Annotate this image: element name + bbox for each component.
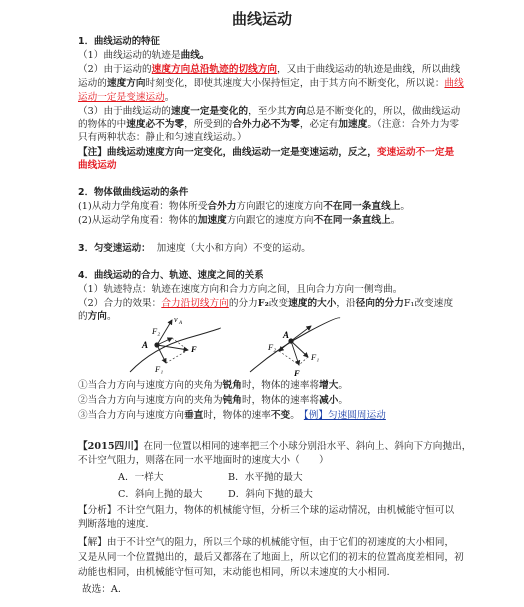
example-question-line1: 【2015四川】在同一位置以相同的速率把三个小球分别沿水平、斜向上、斜向下方向抛出， xyxy=(78,441,472,452)
analysis-line1: 【分析】不计空气阻力，物体的机械能守恒，分析三个球的运动情况，由机械能守恒可以 xyxy=(78,505,455,516)
s1-p1: （1）曲线运动的轨迹是曲线。 xyxy=(78,50,210,61)
s4-p2-line2: 的方向。 xyxy=(78,311,117,322)
s2-p2: (2)从运动学角度看：物体的加速度方向跟它的速度方向不在同一条直线上。 xyxy=(78,215,401,226)
label-a-right: A xyxy=(283,330,290,340)
velocity-arrow-right xyxy=(291,326,311,341)
solution-line1: 【解】由于不计空气的阻力，所以三个球的机械能守恒，由于它们的初速度的大小相同， xyxy=(78,537,455,548)
label-f2-right: F₂ xyxy=(268,342,277,352)
s1-p2-line2: 运动的速度方向时刻变化，即使其速度大小保持恒定，由于其方向不断变化，所以说：曲线 xyxy=(78,78,464,89)
label-a-left: A xyxy=(142,340,149,350)
solution-line3: 动能也相同，由机械能守恒可知，末动能也相同，所以末速度的大小相同． xyxy=(78,567,397,578)
s2-p1: (1)从动力学角度看：物体所受合外力方向跟它的速度方向不在同一条直线上。 xyxy=(78,201,411,212)
section-3-heading: 3．匀变速运动： xyxy=(78,243,151,254)
trajectory-curve-left xyxy=(130,328,220,372)
force-arrow-left xyxy=(157,345,188,350)
answer-line: 故选：A． xyxy=(82,584,128,595)
example-question-line2: 不计空气阻力，则落在同一水平地面时的速度大小（ ） xyxy=(78,455,329,466)
dash-right-2 xyxy=(299,357,308,365)
s1-note-line2: 曲线运动 xyxy=(78,160,117,171)
s1-p2-line3: 运动一定是变速运动。 xyxy=(78,92,175,103)
s1-p3-line2: 的物体的中速度必不为零，所受到的合外力必不为零，必定有加速度。（注意：合外力为零 xyxy=(78,119,459,130)
s1-p3-line1: （3）由于曲线运动的速度一定是变化的，至少其方向总是不断变化的，所以，做曲线运动 xyxy=(78,106,461,117)
label-va: A xyxy=(179,321,183,326)
option-a: A．一样大 xyxy=(118,472,164,483)
option-d: D．斜向下抛的最大 xyxy=(228,489,313,500)
label-v: v xyxy=(174,315,178,324)
f1-arrow-left xyxy=(157,345,166,363)
s4-p1: （1）轨迹特点：轨迹在速度方向和合力方向之间，且向合力方向一侧弯曲。 xyxy=(78,284,403,295)
label-f-right: F xyxy=(294,368,300,378)
dash-right-1 xyxy=(279,351,299,365)
s3-line: 3．匀变速运动： 加速度（大小和方向）不变的运动。 xyxy=(78,243,311,254)
s4-case-1: ①当合力方向与速度方向的夹角为锐角时，物体的速率将增大。 xyxy=(78,380,349,391)
force-velocity-diagram xyxy=(128,310,368,380)
page-title: 曲线运动 xyxy=(231,10,292,28)
s1-note-line1: 【注】曲线运动速度方向一定变化，曲线运动一定是变速运动，反之，变速运动不一定是 xyxy=(78,147,455,158)
s4-p2-line1: （2）合力的效果：合力沿切线方向的分力F₂改变速度的大小，沿径向的分力F₁改变速度 xyxy=(78,298,454,309)
section-2-heading: 2．物体做曲线运动的条件 xyxy=(78,187,189,198)
label-f1-left: F₁ xyxy=(155,364,164,374)
label-f-left: F xyxy=(191,344,197,354)
section-1-heading: 1．曲线运动的特征 xyxy=(78,36,160,47)
section-4-heading: 4．曲线运动的合力、轨迹、速度之间的关系 xyxy=(78,270,264,281)
example-link[interactable]: 【例】匀速圆周运动 xyxy=(303,410,386,421)
dash-left-2 xyxy=(166,350,188,363)
f2-arrow-right xyxy=(279,341,291,351)
analysis-line2: 判断落地的速度． xyxy=(78,519,156,530)
solution-line2: 又是从同一个位置抛出的，最后又都落在了地面上，所以它们的初末的位置高度差相同，初 xyxy=(78,552,464,563)
s4-case-3: ③当合力方向与速度方向垂直时，物体的速率不变。 【例】匀速圆周运动 xyxy=(78,410,386,421)
option-b: B．水平抛的最大 xyxy=(228,472,303,483)
s4-case-2: ②当合力方向与速度方向的夹角为钝角时，物体的速率将减小。 xyxy=(78,395,349,406)
option-c: C．斜向上抛的最大 xyxy=(118,489,203,500)
s1-p2-line1: （2）由于运动的速度方向总沿轨迹的切线方向，又由于曲线运动的轨迹是曲线，所以曲线 xyxy=(78,64,461,75)
s1-p3-line3: 只有两种状态：静止和匀速直线运动。） xyxy=(78,132,247,143)
label-f1-right: F₁ xyxy=(311,352,320,362)
label-f2-left: F₂ xyxy=(152,326,161,336)
